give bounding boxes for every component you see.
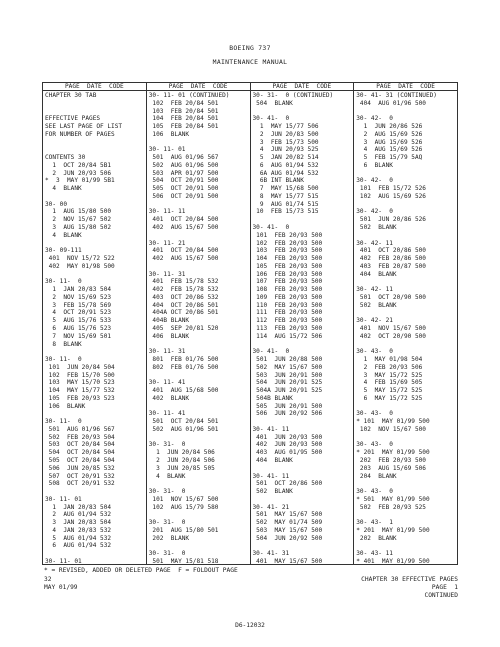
page-entry bbox=[149, 263, 250, 271]
page-entry bbox=[149, 139, 250, 147]
page-entry: 3 AUG 15/69 526 bbox=[356, 138, 423, 146]
page-entry bbox=[253, 465, 354, 473]
page-entry: 8 BLANK bbox=[45, 340, 82, 348]
page-entry: 30- 41- 0 bbox=[252, 348, 290, 356]
page-entry: 501 OCT 20/90 500 bbox=[356, 293, 426, 301]
page-entry: 104 MAY 15/77 532 bbox=[45, 387, 115, 395]
footer-left bbox=[44, 576, 78, 592]
page-entry: 202 BLANK bbox=[356, 534, 397, 542]
page-entry: 3 JAN 20/83 504 bbox=[45, 519, 112, 527]
page-entry: 30- 31- 0 (CONTINUED) bbox=[252, 92, 334, 99]
page-entry: 6B INT BLANK bbox=[252, 177, 304, 185]
page-entry: 402 BLANK bbox=[148, 394, 190, 402]
page-entry: 30- 43- 11 bbox=[356, 550, 393, 558]
effective-pages-table bbox=[42, 82, 458, 565]
page-entry: 506 JUN 20/92 506 bbox=[252, 410, 323, 418]
page-entry bbox=[45, 108, 146, 116]
section-title: CHAPTER 30 EFFECTIVE PAGES bbox=[361, 576, 458, 583]
page-entry: 505 JUN 20/91 500 bbox=[252, 402, 323, 410]
page-entry: 402 FEB 15/78 532 bbox=[148, 286, 219, 294]
page-entry: 403 OCT 20/86 532 bbox=[148, 293, 219, 301]
page-entry: 30- 43- 0 bbox=[356, 441, 393, 449]
page-entry: 1 OCT 20/84 5B1 bbox=[45, 161, 112, 169]
page-entry bbox=[356, 309, 457, 317]
page-entry: 401 MAY 15/67 500 bbox=[252, 557, 323, 564]
page-entry: 5 AUG 15/76 533 bbox=[45, 317, 112, 325]
page-entry: 802 FEB 01/76 500 bbox=[148, 363, 219, 371]
page-entry: 502 FEB 20/93 525 bbox=[356, 503, 426, 511]
page-entry: 30- 11- 41 bbox=[148, 410, 186, 418]
page-entry: 402 FEB 20/86 500 bbox=[356, 255, 426, 263]
column-lines bbox=[354, 91, 457, 564]
page-entry: 507 OCT 20/91 532 bbox=[45, 472, 115, 480]
page-entry: 2 FEB 20/93 506 bbox=[356, 363, 423, 371]
page-entry: 501 AUG 01/96 567 bbox=[45, 425, 115, 433]
page-entry: 104 FEB 20/93 500 bbox=[252, 255, 323, 263]
page-entry: 30- 42- 0 bbox=[356, 208, 393, 216]
page-entry: 2 AUG 01/94 532 bbox=[45, 511, 112, 519]
page-entry bbox=[253, 542, 354, 550]
page-entry: 2 NOV 15/67 502 bbox=[45, 216, 112, 224]
page-entry: 502 AUG 01/96 501 bbox=[148, 425, 219, 433]
page-entry: 2 JUN 20/83 500 bbox=[252, 130, 319, 138]
page-entry: 502 FEB 20/93 504 bbox=[45, 433, 115, 441]
page-entry: 101 FEB 15/72 526 bbox=[356, 185, 426, 193]
page-entry: 5 JAN 20/82 514 bbox=[252, 154, 319, 162]
page-entry: 30- 11- 31 bbox=[148, 348, 186, 356]
page-entry: 502 BLANK bbox=[252, 488, 293, 496]
page-entry bbox=[253, 341, 354, 349]
column-lines bbox=[43, 91, 146, 564]
page-entry: 401 OCT 20/86 500 bbox=[356, 247, 426, 255]
page-entry: 101 NOV 15/67 500 bbox=[148, 495, 219, 503]
page-entry: 10 FEB 15/73 515 bbox=[252, 208, 319, 216]
page-entry: 3 FEB 15/78 569 bbox=[45, 301, 112, 309]
page-entry: CHAPTER 30 TAB bbox=[45, 92, 97, 99]
page-entry: 102 FEB 20/84 501 bbox=[148, 99, 219, 107]
page-entry: 101 JUN 20/84 504 bbox=[45, 363, 115, 371]
page-entry bbox=[45, 410, 146, 418]
page-entry: 801 FEB 01/76 500 bbox=[148, 356, 219, 364]
page-entry: FOR NUMBER OF PAGES bbox=[45, 130, 115, 138]
page-entry: 401 NOV 15/72 522 bbox=[45, 255, 115, 263]
page-entry bbox=[356, 232, 457, 240]
page-entry: 502 MAY 15/67 500 bbox=[252, 363, 323, 371]
page-entry: 9 AUG 01/74 515 bbox=[252, 200, 319, 208]
revision-legend: * = REVISED, ADDED OR DELETED PAGE F = FOLDOUT PAGE bbox=[44, 567, 238, 574]
page-entry: 2 AUG 15/69 526 bbox=[356, 130, 423, 138]
manual-title: BOEING 737 bbox=[229, 44, 271, 52]
page-entry: 5 FEB 15/79 5AQ bbox=[356, 154, 423, 162]
page-entry: 30- 31- 0 bbox=[148, 441, 186, 449]
page-entry: 402 AUG 15/67 500 bbox=[148, 255, 219, 263]
page-entry: * 401 MAY 01/99 500 bbox=[356, 557, 430, 564]
page-entry: 502 MAY 01/74 509 bbox=[252, 519, 323, 527]
column-1 bbox=[43, 83, 147, 564]
page-entry: 30- 43- 0 bbox=[356, 488, 393, 496]
page-entry: 401 OCT 20/84 500 bbox=[148, 216, 219, 224]
page-entry: 8 MAY 15/77 515 bbox=[252, 192, 319, 200]
page-entry: 404A OCT 20/86 501 bbox=[148, 309, 219, 317]
page-entry: 503 MAY 15/67 500 bbox=[252, 526, 323, 534]
page-entry: 113 FEB 20/93 500 bbox=[252, 324, 323, 332]
page-entry: 502 BLANK bbox=[356, 301, 397, 309]
page-entry bbox=[149, 232, 250, 240]
page-entry: 105 FEB 20/84 501 bbox=[148, 123, 219, 131]
page-entry bbox=[356, 278, 457, 286]
page-entry: 5 AUG 01/94 532 bbox=[45, 534, 112, 542]
page-entry bbox=[356, 170, 457, 178]
page-entry: 401 AUG 15/68 500 bbox=[148, 387, 219, 395]
page-entry: 30- 41- 21 bbox=[252, 503, 290, 511]
page-entry: 6 AUG 15/76 523 bbox=[45, 324, 112, 332]
page-entry: 30- 41- 31 bbox=[252, 550, 290, 558]
page-entry: 1 MAY 01/98 504 bbox=[356, 356, 423, 364]
page-entry: 107 FEB 20/93 500 bbox=[252, 278, 323, 286]
page-entry bbox=[149, 201, 250, 209]
page-entry: 404B BLANK bbox=[148, 317, 190, 325]
page-entry bbox=[149, 511, 250, 519]
page-entry bbox=[45, 348, 146, 356]
column-3 bbox=[251, 83, 355, 564]
page-entry bbox=[45, 146, 146, 154]
page-entry: 30- 41- 31 (CONTINUED) bbox=[356, 92, 437, 99]
page-entry: 112 FEB 20/93 500 bbox=[252, 317, 323, 325]
page-entry bbox=[356, 434, 457, 442]
page-entry: 106 FEB 20/93 500 bbox=[252, 270, 323, 278]
page-entry: 6 AUG 01/94 532 bbox=[252, 161, 319, 169]
page-entry bbox=[149, 480, 250, 488]
page-entry: 103 FEB 20/84 501 bbox=[148, 107, 219, 115]
page-entry bbox=[149, 372, 250, 380]
page-entry: 6 MAY 15/72 525 bbox=[356, 394, 423, 402]
page-entry bbox=[149, 403, 250, 411]
page-entry: 506 JUN 20/85 532 bbox=[45, 464, 115, 472]
page-entry: * 201 MAY 01/99 500 bbox=[356, 449, 430, 457]
page-entry: 30- 43- 0 bbox=[356, 410, 393, 418]
page-entry: 401 FEB 15/78 532 bbox=[148, 278, 219, 286]
page-entry: 506 OCT 20/91 500 bbox=[148, 192, 219, 200]
page-entry: 404 OCT 20/86 501 bbox=[148, 301, 219, 309]
page-entry: 406 BLANK bbox=[148, 332, 190, 340]
page-entry bbox=[45, 488, 146, 496]
footer-right bbox=[300, 576, 458, 599]
page-entry: 404 BLANK bbox=[356, 270, 397, 278]
page-entry: 501 JUN 20/86 526 bbox=[356, 216, 426, 224]
page-entry: EFFECTIVE PAGES bbox=[45, 115, 101, 123]
page-entry: 30- 41- 11 bbox=[252, 472, 290, 480]
page-entry: 405 SEP 20/81 520 bbox=[148, 324, 219, 332]
page-entry: 30- 41- 0 bbox=[252, 115, 290, 123]
page-entry: 504 OCT 20/84 504 bbox=[45, 449, 115, 457]
page-entry: 501 AUG 01/96 567 bbox=[148, 154, 219, 162]
page-entry: SEE LAST PAGE OF LIST bbox=[45, 123, 123, 131]
page-entry: 103 MAY 15/70 523 bbox=[45, 379, 115, 387]
page-entry: 504 JUN 20/91 525 bbox=[252, 379, 323, 387]
page-entry: 30- 43- 0 bbox=[356, 348, 393, 356]
column-2 bbox=[147, 83, 251, 564]
column-header: PAGE DATE CODE bbox=[251, 83, 354, 91]
page-entry bbox=[45, 550, 146, 558]
page-entry: 402 MAY 01/98 500 bbox=[45, 262, 115, 270]
page-entry: 4 JUN 20/93 525 bbox=[252, 146, 319, 154]
page-entry: 30- 11- 41 bbox=[148, 379, 186, 387]
page-entry: * 201 MAY 01/99 500 bbox=[356, 526, 430, 534]
column-4 bbox=[354, 83, 457, 564]
page-entry bbox=[149, 542, 250, 550]
page-entry: 202 FEB 20/93 500 bbox=[356, 456, 426, 464]
page-entry bbox=[356, 511, 457, 519]
page-entry bbox=[356, 201, 457, 209]
page-entry: CONTENTS 30 bbox=[45, 154, 86, 162]
page-entry bbox=[253, 108, 354, 116]
page-entry: 30- 42- 0 bbox=[356, 177, 393, 185]
page-entry: 4 FEB 15/69 505 bbox=[356, 379, 423, 387]
page-entry: 30- 31- 0 bbox=[148, 519, 186, 527]
page-entry: 4 BLANK bbox=[45, 231, 82, 239]
page-entry: 30- 11- 01 (CONTINUED) bbox=[148, 92, 230, 99]
column-header: PAGE DATE CODE bbox=[147, 83, 250, 91]
page-entry: 6 BLANK bbox=[356, 161, 393, 169]
page-entry: 103 FEB 20/93 500 bbox=[252, 247, 323, 255]
page-entry: 30- 41- 0 bbox=[252, 224, 290, 232]
page-entry: 504 OCT 20/91 500 bbox=[148, 177, 219, 185]
page-entry: 30- 11- 0 bbox=[45, 418, 82, 426]
page-number: PAGE 1 bbox=[431, 583, 458, 591]
page-entry: 504A JUN 20/91 525 bbox=[252, 387, 323, 395]
page-entry: 504 BLANK bbox=[252, 99, 293, 107]
page-entry: 30- 11- 11 bbox=[148, 208, 186, 216]
page-entry: 4 BLANK bbox=[148, 472, 186, 480]
page-entry: 504 JUN 20/92 500 bbox=[252, 534, 323, 542]
page-entry bbox=[253, 216, 354, 224]
page-entry: 402 JUN 20/93 500 bbox=[252, 441, 323, 449]
page-entry bbox=[356, 480, 457, 488]
page-entry: 30- 11- 01 bbox=[45, 557, 82, 564]
page-entry bbox=[45, 240, 146, 248]
page-entry: 2 JUN 20/84 506 bbox=[148, 456, 215, 464]
page-entry: 30- 31- 0 bbox=[148, 550, 186, 558]
page-entry: 30- 11- 31 bbox=[148, 270, 186, 278]
page-entry: 102 AUG 15/69 526 bbox=[356, 192, 426, 200]
page-entry: 7 MAY 15/68 500 bbox=[252, 185, 319, 193]
page-entry: 403 AUG 01/95 500 bbox=[252, 449, 323, 457]
page-entry: 30- 11- 0 bbox=[45, 278, 82, 286]
page-entry: 5 MAY 15/72 525 bbox=[356, 387, 423, 395]
column-lines bbox=[147, 91, 250, 564]
column-header: PAGE DATE CODE bbox=[43, 83, 146, 91]
page-entry: 108 FEB 20/93 500 bbox=[252, 286, 323, 294]
page-entry: 104 FEB 20/84 501 bbox=[148, 115, 219, 123]
page-entry: 2 NOV 15/69 523 bbox=[45, 293, 112, 301]
page-entry bbox=[356, 108, 457, 116]
page-entry: 30- 42- 21 bbox=[356, 317, 393, 325]
manual-subtitle: MAINTENANCE MANUAL bbox=[212, 58, 288, 66]
page-entry: 6A AUG 01/94 532 bbox=[252, 169, 319, 177]
page-entry: 102 FEB 20/93 500 bbox=[252, 239, 323, 247]
page-entry: 1 JAN 20/83 504 bbox=[45, 503, 112, 511]
page-entry: 402 AUG 15/67 500 bbox=[148, 224, 219, 232]
page-entry: 504B BLANK bbox=[252, 394, 293, 402]
column-header: PAGE DATE CODE bbox=[354, 83, 457, 91]
page-entry: 502 AUG 01/96 500 bbox=[148, 161, 219, 169]
page-entry: 203 AUG 15/69 506 bbox=[356, 464, 426, 472]
page-entry: 102 AUG 15/79 580 bbox=[148, 503, 219, 511]
page-entry: 30- 42- 11 bbox=[356, 239, 393, 247]
page-entry: 114 AUG 15/72 506 bbox=[252, 332, 323, 340]
page-entry: 503 APR 01/97 500 bbox=[148, 169, 219, 177]
page-entry: 4 JAN 20/83 532 bbox=[45, 526, 112, 534]
chapter-number: 32 bbox=[44, 576, 52, 583]
page-entry: 501 JUN 20/88 500 bbox=[252, 356, 323, 364]
page-entry bbox=[45, 100, 146, 108]
page-entry bbox=[45, 139, 146, 147]
page-entry: 501 MAY 15/67 500 bbox=[252, 511, 323, 519]
page-entry: 505 OCT 20/91 500 bbox=[148, 185, 219, 193]
page-entry: 401 NOV 15/67 500 bbox=[356, 324, 426, 332]
page-entry: 30- 00 bbox=[45, 200, 68, 208]
page-entry: 1 AUG 15/80 500 bbox=[45, 208, 112, 216]
page-entry: 1 JAN 20/83 504 bbox=[45, 286, 112, 294]
page-entry bbox=[45, 271, 146, 279]
page-entry: 105 FEB 20/93 523 bbox=[45, 394, 115, 402]
page-entry: 505 OCT 20/84 504 bbox=[45, 456, 115, 464]
page-entry bbox=[45, 193, 146, 201]
page-entry: * 501 MAY 01/99 500 bbox=[356, 495, 430, 503]
page-entry: 501 OCT 20/84 501 bbox=[148, 418, 219, 426]
page-entry: * 101 MAY 01/99 500 bbox=[356, 418, 430, 426]
page-entry: 3 JUN 20/85 505 bbox=[148, 464, 215, 472]
page-entry: 404 BLANK bbox=[252, 456, 293, 464]
page-entry: 3 FEB 15/73 500 bbox=[252, 138, 319, 146]
page-entry: 7 NOV 15/69 501 bbox=[45, 332, 112, 340]
page-entry: 30- 09-111 bbox=[45, 247, 82, 255]
page-entry: 501 MAY 15/81 518 bbox=[148, 557, 219, 564]
page-entry: 109 FEB 20/93 500 bbox=[252, 293, 323, 301]
page-entry: 4 AUG 15/69 526 bbox=[356, 146, 423, 154]
page-entry: 30- 11- 01 bbox=[45, 495, 82, 503]
page-entry: 30- 43- 1 bbox=[356, 519, 393, 527]
page-entry bbox=[149, 434, 250, 442]
page-entry: 403 FEB 20/87 500 bbox=[356, 262, 426, 270]
revision-date: MAY 01/99 bbox=[44, 583, 78, 591]
page-entry bbox=[356, 403, 457, 411]
page-entry: 30- 42- 0 bbox=[356, 115, 393, 123]
page-entry: 202 BLANK bbox=[148, 534, 190, 542]
page-entry: 106 BLANK bbox=[45, 402, 86, 410]
page-entry: 30- 11- 0 bbox=[45, 356, 82, 364]
page-entry: 110 FEB 20/93 500 bbox=[252, 301, 323, 309]
page-entry: 508 OCT 20/91 532 bbox=[45, 480, 115, 488]
page-entry: 502 BLANK bbox=[356, 224, 397, 232]
page-entry: 101 FEB 20/93 500 bbox=[252, 231, 323, 239]
page-entry bbox=[149, 341, 250, 349]
page-entry: 501 OCT 20/86 500 bbox=[252, 480, 323, 488]
page-entry: 30- 31- 0 bbox=[148, 488, 186, 496]
page-entry: 201 AUG 15/80 501 bbox=[148, 526, 219, 534]
page-entry: 106 BLANK bbox=[148, 130, 190, 138]
page-entry: 30- 41- 11 bbox=[252, 425, 290, 433]
page-entry: 1 JUN 20/86 526 bbox=[356, 123, 423, 131]
document-number: D6-12032 bbox=[235, 622, 265, 629]
page-entry: 2 JUN 20/93 506 bbox=[45, 169, 112, 177]
page-entry bbox=[356, 542, 457, 550]
page-entry bbox=[356, 341, 457, 349]
page-entry: 102 NOV 15/67 500 bbox=[356, 425, 426, 433]
page-entry: * 3 MAY 01/99 5B1 bbox=[45, 177, 115, 185]
page-entry: 4 OCT 20/91 523 bbox=[45, 309, 112, 317]
page-entry: 204 BLANK bbox=[356, 472, 397, 480]
page-entry: 503 JUN 20/91 500 bbox=[252, 371, 323, 379]
page-entry: 30- 42- 11 bbox=[356, 286, 393, 294]
page-entry: 1 JUN 20/84 506 bbox=[148, 449, 215, 457]
page-entry: 4 BLANK bbox=[45, 185, 82, 193]
page-entry: 404 AUG 01/96 500 bbox=[356, 99, 426, 107]
page-entry: 1 MAY 15/77 506 bbox=[252, 123, 319, 131]
page-entry: 401 JUN 20/93 500 bbox=[252, 433, 323, 441]
column-lines bbox=[251, 91, 354, 564]
page-entry: 3 AUG 15/80 502 bbox=[45, 224, 112, 232]
page-entry: 30- 11- 01 bbox=[148, 146, 186, 154]
continued-label: CONTINUED bbox=[424, 591, 458, 599]
page-entry bbox=[253, 496, 354, 504]
page-entry: 503 OCT 20/84 504 bbox=[45, 441, 115, 449]
page-entry: 102 FEB 15/70 500 bbox=[45, 371, 115, 379]
page-entry: 111 FEB 20/93 500 bbox=[252, 309, 323, 317]
page-entry: 402 OCT 20/90 500 bbox=[356, 332, 426, 340]
page-entry: 105 FEB 20/93 500 bbox=[252, 262, 323, 270]
page-entry: 3 MAY 15/72 525 bbox=[356, 371, 423, 379]
page-entry: 401 OCT 20/84 500 bbox=[148, 247, 219, 255]
page-entry: 30- 11- 21 bbox=[148, 239, 186, 247]
page-entry bbox=[253, 418, 354, 426]
page-entry: 6 AUG 01/94 532 bbox=[45, 542, 112, 550]
